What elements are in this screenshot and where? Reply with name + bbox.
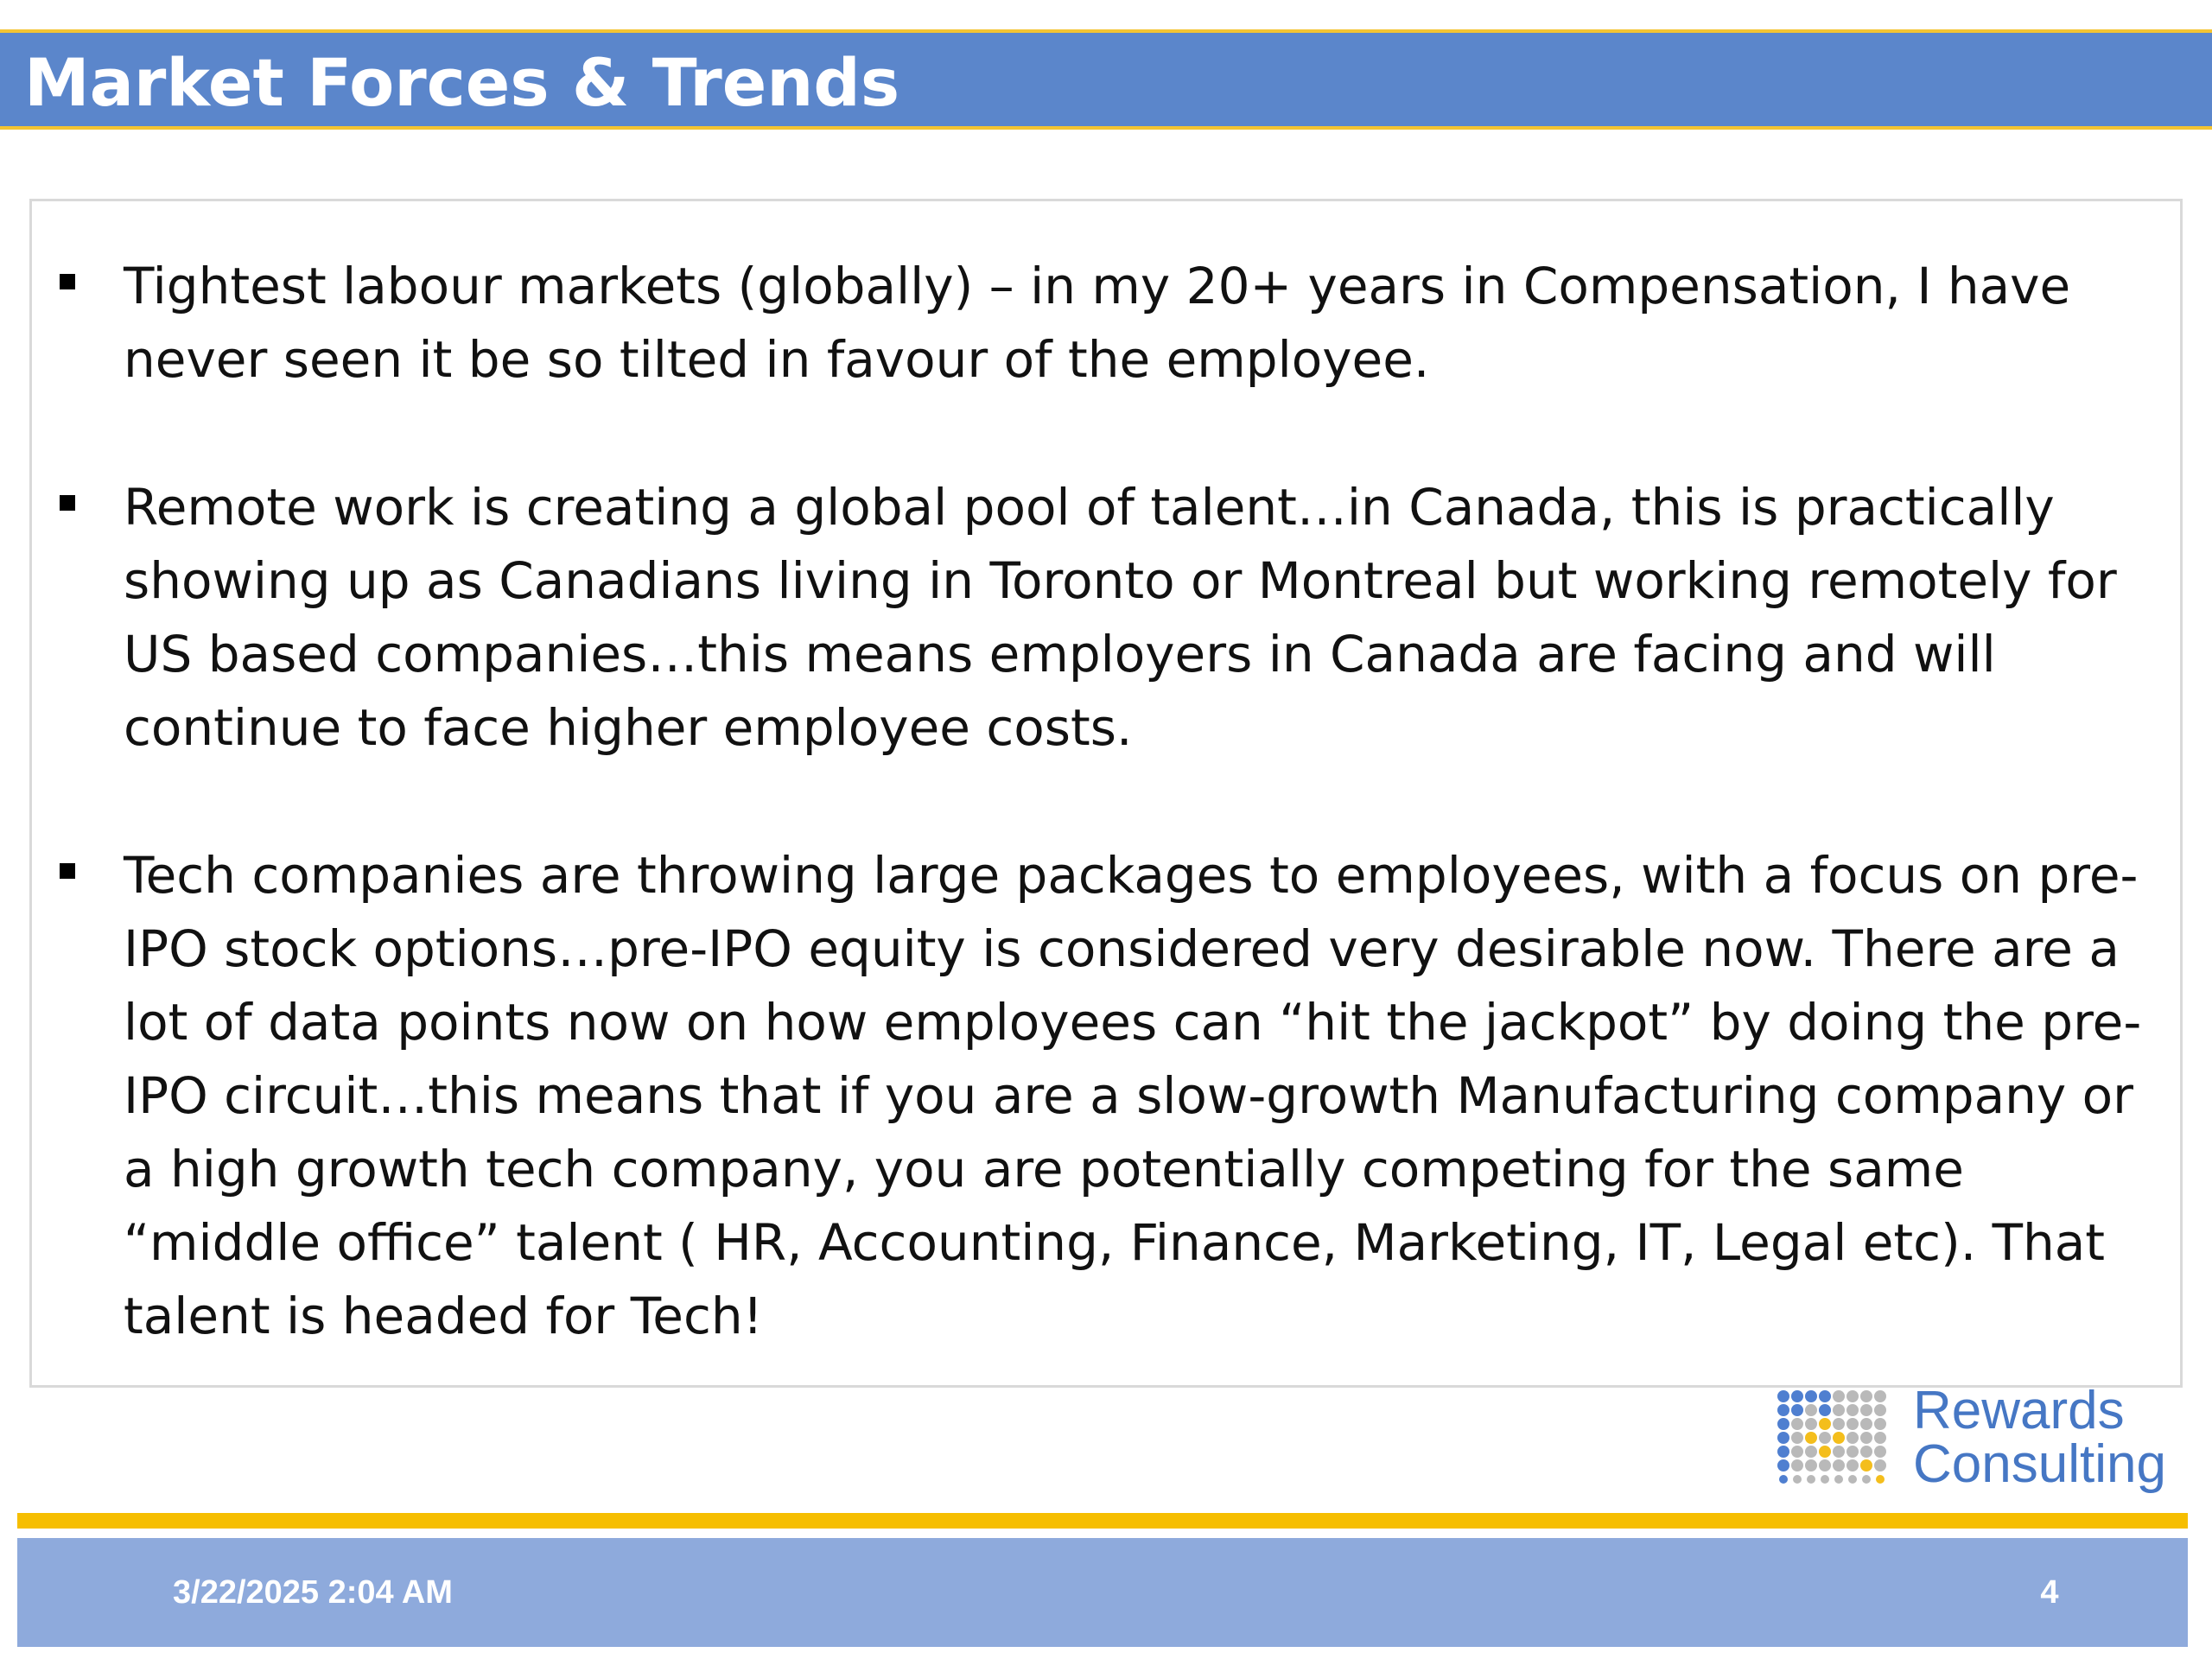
bullet-text: Tightest labour markets (globally) – in my 20+ years in Compensation, I have never seen it be so tilted in favour of the employee. <box>124 257 2071 389</box>
square-bullet-icon <box>60 274 75 289</box>
footer-accent-line <box>17 1513 2188 1529</box>
slide-title: Market Forces & Trends <box>24 44 900 121</box>
bullet-text: Remote work is creating a global pool of talent…in Canada, this is practically showing up as Canadians living in Toronto or Montreal but working remotely for US based companies…this means employers in Canada are facing and will continue to face higher employee costs. <box>124 478 2117 757</box>
square-bullet-icon <box>60 495 75 511</box>
bullet-text: Tech companies are throwing large packages to employees, with a focus on pre-IPO stock options…pre-IPO equity is considered very desirable now. There are a lot of data points now on how employees can “hit the jackpot” by doing the pre-IPO circuit…this means that if you are a slow-growth Manufacturing company or a high growth tech company, you are potentially competing for the same “middle office” talent ( HR, Accounting, Finance, Marketing, IT, Legal etc). That talent is headed for Tech! <box>124 846 2142 1345</box>
slide-number: 4 <box>2040 1574 2059 1611</box>
slide-title-bar <box>0 29 2212 130</box>
rewards-consulting-logo <box>1771 1381 2169 1494</box>
dot-grid-logo-icon <box>1777 1389 1889 1484</box>
slide-footer <box>17 1538 2188 1647</box>
content-box <box>29 199 2183 1388</box>
logo-line-1: Rewards <box>1913 1381 2125 1440</box>
footer-date: 3/22/2025 2:04 AM <box>173 1574 453 1611</box>
square-bullet-icon <box>60 863 75 879</box>
logo-line-2: Consulting <box>1913 1434 2166 1494</box>
